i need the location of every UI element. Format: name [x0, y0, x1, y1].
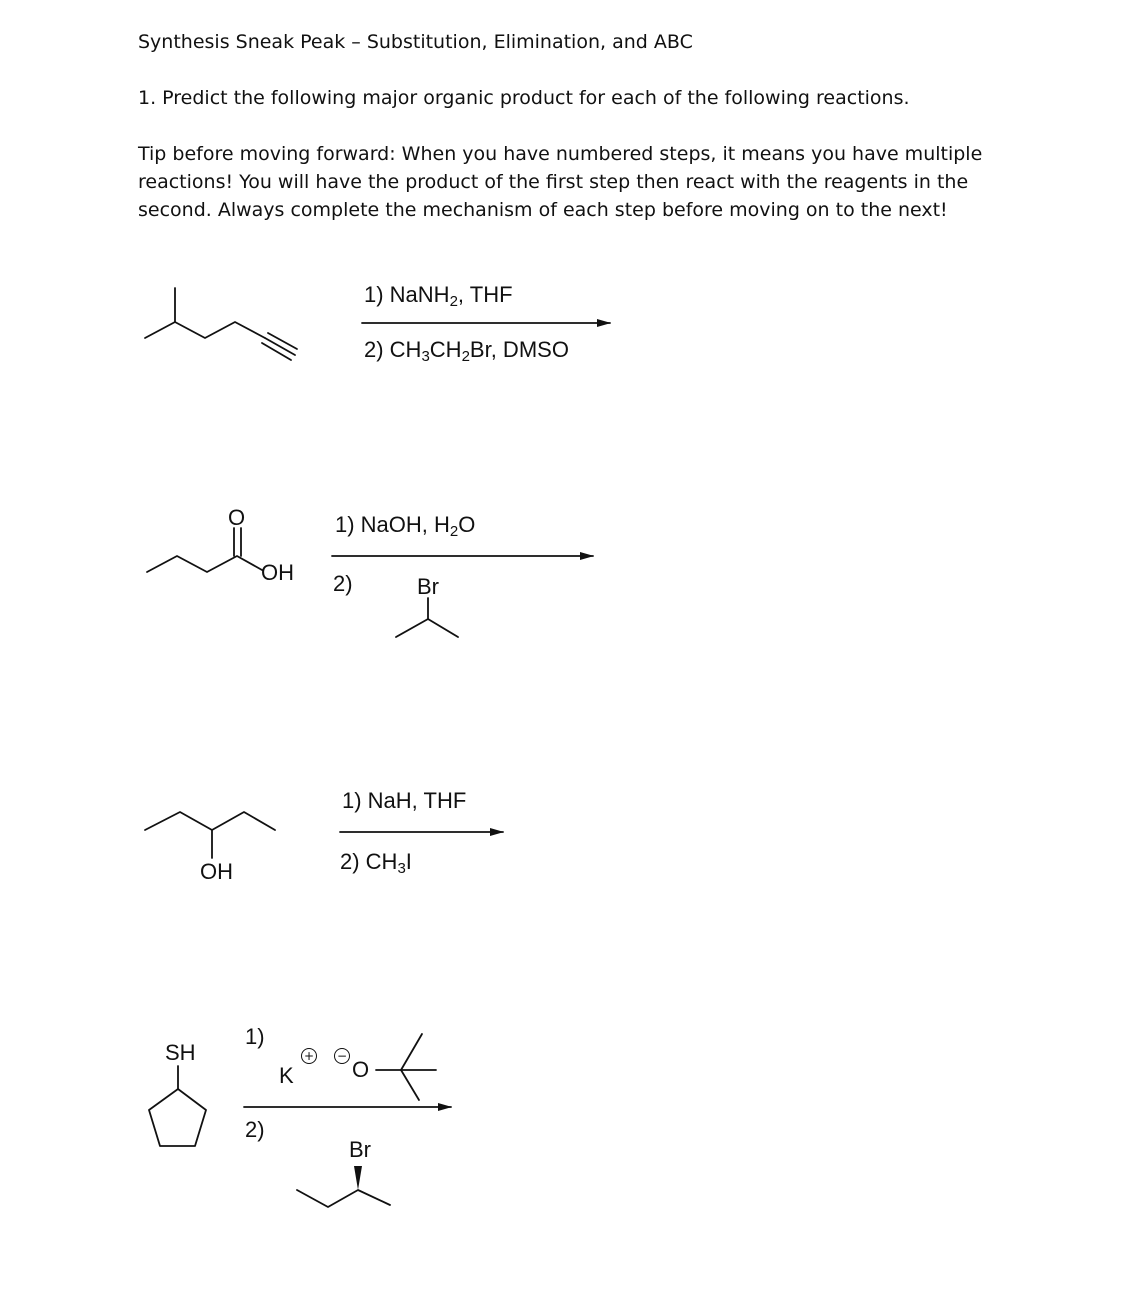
page-title: Synthesis Sneak Peak – Substitution, Elimination, and ABC [138, 31, 693, 53]
reaction-2-step-2-label: 2) [333, 571, 353, 596]
carbonyl-oxygen-label: O [228, 505, 246, 530]
question-prompt: 1. Predict the following major organic product for each of the following reactions. [138, 87, 910, 109]
isopropyl-bromide-skeleton [396, 598, 458, 637]
anion-charge-icon: − [334, 1048, 350, 1064]
cation-charge-icon: + [301, 1048, 317, 1064]
triple-bond-line-b [268, 333, 297, 349]
reaction-3-step-1: 1) NaH, THF [342, 788, 467, 813]
oxygen-label: O [352, 1057, 370, 1082]
wedge-bond [354, 1166, 362, 1190]
bromine-label: Br [417, 574, 439, 599]
hydroxyl-label: OH [200, 859, 233, 884]
reaction-1-starting-material [145, 288, 297, 360]
thiol-label: SH [165, 1040, 196, 1065]
reaction-4-starting-material [149, 1066, 206, 1146]
reaction-1-step-2: 2) $CH_3CH_2Br$, DMSO [364, 337, 569, 365]
reaction-2-starting-material [147, 528, 262, 572]
tert-butoxide-skeleton [376, 1034, 436, 1100]
bromine-label: Br [349, 1137, 371, 1162]
reaction-3-starting-material [145, 812, 275, 858]
pentanol-chain [145, 812, 275, 830]
tip-paragraph: Tip before moving forward: When you have numbered steps, it means you have multiple reactions! You will have the product of the first step then react with the reagents in the second. Always complete the mechanism of each step before moving on to the next! [138, 143, 983, 221]
reaction-4-step-2-label: 2) [245, 1117, 265, 1142]
hydroxyl-label: OH [261, 560, 294, 585]
alkyne-skeleton [145, 322, 265, 338]
reaction-1-step-1: 1) NaNH$_2$, THF [364, 282, 513, 310]
sec-butyl-bromide-skeleton [297, 1166, 390, 1207]
reaction-3-step-2: 2) $CH_3I$ [340, 849, 412, 877]
acid-chain [147, 556, 262, 572]
cyclopentane-ring [149, 1089, 206, 1146]
reaction-4-step-1-label: 1) [245, 1024, 265, 1049]
potassium-label: K [279, 1063, 294, 1088]
reaction-2-step-1: 1) NaOH, $H_2O$ [335, 512, 476, 540]
